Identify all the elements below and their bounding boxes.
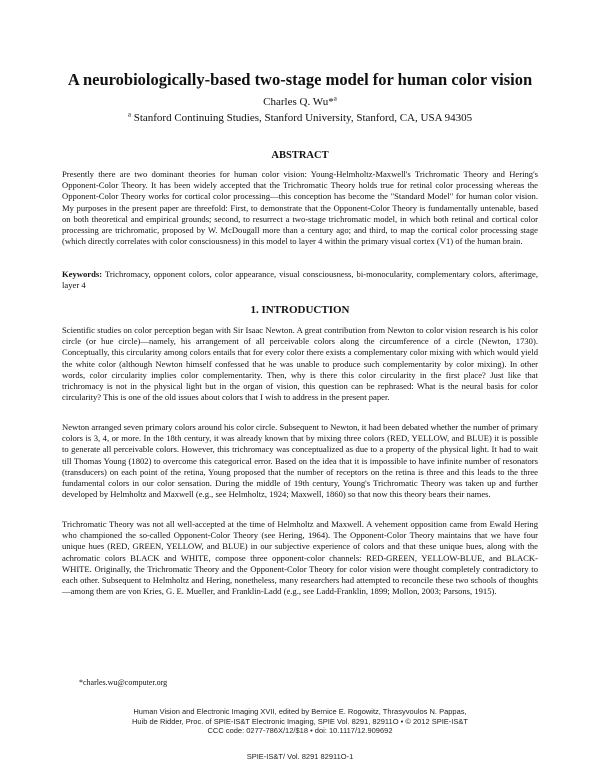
paper-title: A neurobiologically-based two-stage model for human color vision — [67, 70, 533, 89]
footnote-email: *charles.wu@computer.org — [79, 678, 168, 687]
abstract-paragraph: Presently there are two dominant theories for human color vision: Young-Helmholtz-Maxwell's Trichromatic Theory and Hering's Opponent-Color Theory. It has been widely accepted that the Trichromatic Theory holds true for retinal color processing whereas the Opponent-Color Theory works for cortical color processing—this conception has become the "Standard Model" for human color vision. My purposes in the present paper are threefold: First, to demonstrate that the Opponent-Color Theory is fundamentally untenable, based on both theoretical and empirical grounds; second, to resurrect a two-stage trichromatic model, in which both retinal and cortical color processing are trichromatic, proposed by W. McDougall more than a century ago; and third, to map the cortical color processing stage (which directly correlates with color consciousness) in this model to layer 4 within the primary visual cortex (V1) of the human brain. — [62, 169, 538, 247]
author-name: Charles Q. Wu* — [263, 96, 334, 108]
abstract-heading: ABSTRACT — [271, 150, 329, 161]
footer-line-2: Huib de Ridder, Proc. of SPIE-IS&T Electronic Imaging, SPIE Vol. 8291, 82911O • © 2012 SPIE-IS&T — [132, 716, 468, 726]
proceedings-footer — [0, 707, 600, 736]
keywords-block — [62, 269, 538, 291]
affiliation-line — [0, 112, 600, 124]
author-line — [0, 96, 600, 108]
affiliation-text: Stanford Continuing Studies, Stanford University, Stanford, CA, USA 94305 — [133, 112, 473, 124]
footer-line-1: Human Vision and Electronic Imaging XVII, edited by Bernice E. Rogowitz, Thrasyvoulos N. Pappas, — [133, 707, 467, 716]
keywords-label: Keywords: — [62, 269, 103, 279]
section-heading-introduction: 1. INTRODUCTION — [250, 304, 350, 316]
intro-paragraph-2: Newton arranged seven primary colors around his color circle. Subsequent to Newton, it had been debated whether the number of primary colors is 3, 4, or more. In the 18th century, it was already known that by mixing three colors (RED, YELLOW, and BLUE) it is possible to generate all perceivable colors. However, this trichromacy was conceptualized as due to a property of the physical light. It had to wait till Thomas Young (1802) to overcome this categorical error. Based on the idea that it is impossible to have infinite number of resonators (transducers) on each point of the retina, Young proposed that the number of receptors on the retina is three and this leads to the three fundamental colors in our color sensation. During the middle of 19th century, Young's Trichromatic Theory was taken up and further developed by Helmholtz and Maxwell (e.g., see Helmholtz, 1924; Maxwell, 1860) so that now this theory bears their names. — [62, 422, 538, 500]
affil-mark: a — [127, 110, 131, 119]
author-affil-mark: a — [333, 94, 337, 103]
page-number: SPIE-IS&T/ Vol. 8291 82911O-1 — [246, 752, 354, 761]
intro-paragraph-1: Scientific studies on color perception began with Sir Isaac Newton. A great contribution from Newton to color vision research is his color circle (or hue circle)—namely, his arrangement of all perceivable colors along the circumference of a circle (Newton, 1730). Conceptually, this circularity among colors entails that for every color there exists a complementary color mixing with which would yield the white color (although Newton himself confessed that he was unable to produce such complementarity by color mixing). In other words, color circularity implies color complementarity. Then, why is there this color circularity in the first place? Just like that trichromacy is not in the physical light but in the organ of vision, this question can be rephrased: What is the neural basis for color circularity? This is one of the old issues about colors that I wish to address in the present paper. — [62, 325, 538, 403]
intro-paragraph-3: Trichromatic Theory was not all well-accepted at the time of Helmholtz and Maxwell. A vehement opposition came from Ewald Hering who championed the so-called Opponent-Color Theory (see Hering, 1964). The Opponent-Color Theory maintains that we have four unique hues (RED, GREEN, YELLOW, and BLUE) in our subjective experience of colors and that these unique hues, along with the achromatic colors BLACK and WHITE, compose three opponent-color channels: RED-GREEN, YELLOW-BLUE, and BLACK-WHITE. Originally, the Trichromatic Theory and the Opponent-Color Theory for color vision were thought completely contradictory to each other. Subsequent to Helmholtz and Hering, nonetheless, many researchers had attempted to reconcile these two schools of thoughts—among them are von Kries, G. E. Mueller, and Franklin-Ladd (e.g., see Ladd-Franklin, 1899; Mollon, 2003; Parsons, 1915). — [62, 519, 538, 597]
footer-line-3: CCC code: 0277-786X/12/$18 • doi: 10.1117/12.909692 — [207, 726, 393, 736]
keywords-text: Trichromacy, opponent colors, color appearance, visual consciousness, bi-monocularity, complementary colors, afterimage, layer 4 — [62, 269, 538, 291]
